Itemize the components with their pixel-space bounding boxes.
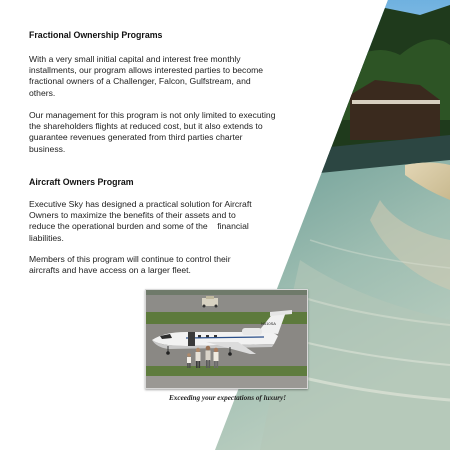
tail-number: N510SA <box>261 321 276 326</box>
paragraph-owners-intro: Executive Sky has designed a practical solution for Aircraft Owners to maximize the benefits of their assets and to reduce the operational burden and some of the financial liabilities. <box>29 199 254 243</box>
paragraph-owners-members: Members of this program will continue to control their aircrafts and have access on a larger fleet. <box>29 254 238 276</box>
jet-photo <box>145 289 308 389</box>
section-heading-fractional-ownership: Fractional Ownership Programs <box>29 30 163 40</box>
section-heading-aircraft-owners: Aircraft Owners Program <box>29 177 134 187</box>
paragraph-fractional-management: Our management for this program is not only limited to executing the shareholders flights at reduced cost, but it also extends to guarantee revenues generated from third parties charter business. <box>29 110 278 154</box>
photo-caption: Exceeding your expectations of luxury! <box>169 394 286 402</box>
paragraph-fractional-intro: With a very small initial capital and interest free monthly installments, our program allows interested parties to become fractional owners of a Challenger, Falcon, Gulfstream, and others. <box>29 54 266 98</box>
